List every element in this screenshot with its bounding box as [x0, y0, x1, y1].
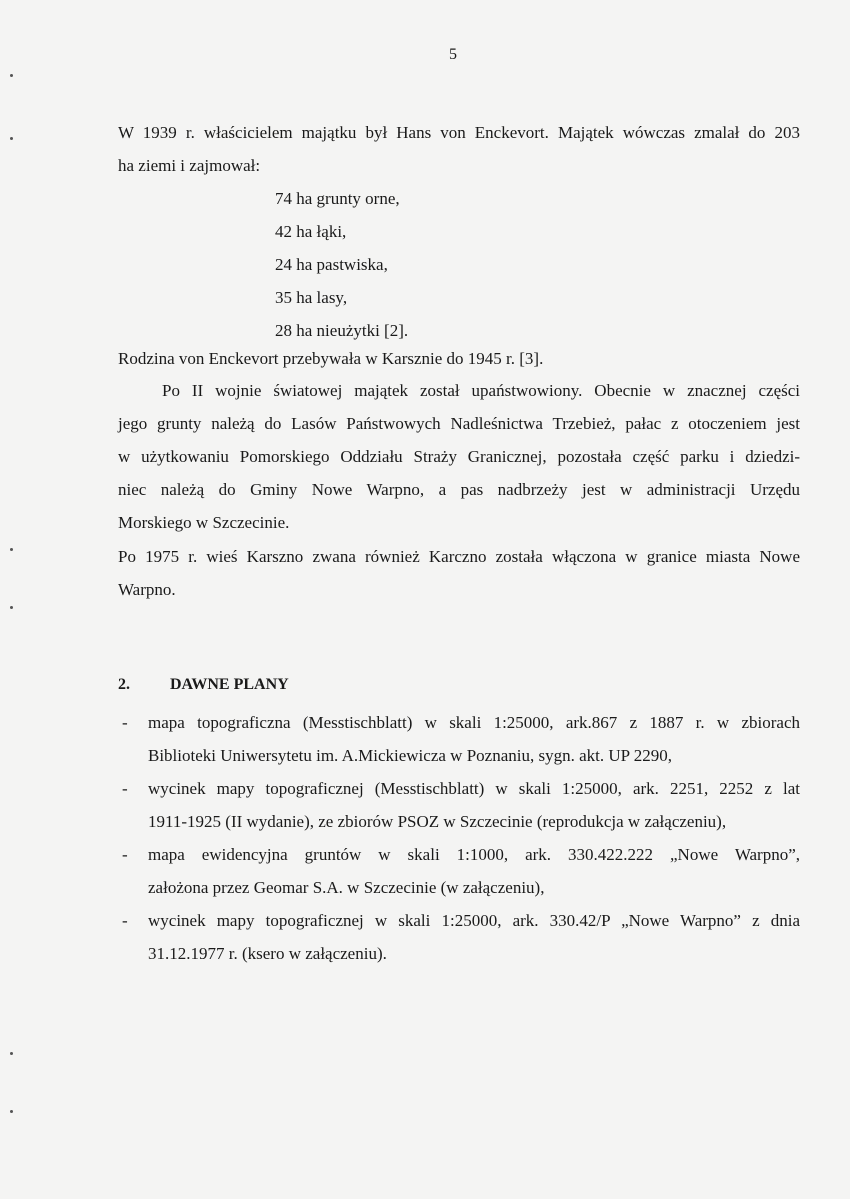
paragraph-line: Morskiego w Szczecinie. — [118, 513, 290, 532]
list-item — [118, 838, 800, 904]
paragraph-line: jego grunty należą do Lasów Państwowych Nadleśnictwa Trzebież, pałac z otoczeniem jest — [118, 414, 800, 433]
list-item-line: wycinek mapy topograficznej (Messtischblatt) w skali 1:25000, ark. 2251, 2252 z lat — [148, 779, 800, 798]
land-use-item: 74 ha grunty orne, — [275, 189, 400, 208]
section-number: 2. — [118, 676, 130, 693]
list-item-line: mapa topograficzna (Messtischblatt) w skali 1:25000, ark.867 z 1887 r. w zbiorach — [148, 713, 800, 732]
list-item — [118, 904, 800, 970]
paragraph-line: ha ziemi i zajmował: — [118, 156, 261, 175]
paragraph-ownership — [118, 116, 800, 182]
paragraph-line: Rodzina von Enckevort przebywała w Karsznie do 1945 r. [3]. — [118, 349, 544, 368]
scan-speck — [10, 606, 13, 609]
paragraph-line: Warpno. — [118, 580, 176, 599]
list-item-line: wycinek mapy topograficznej w skali 1:25000, ark. 330.42/P „Nowe Warpno” z dnia — [148, 911, 800, 930]
scan-speck — [10, 1110, 13, 1113]
paragraph-line: Po II wojnie światowej majątek został upaństwowiony. Obecnie w znacznej części — [162, 381, 800, 400]
paragraph-boundaries — [118, 540, 800, 606]
scan-speck — [10, 137, 13, 140]
land-use-item: 28 ha nieużytki [2]. — [275, 321, 409, 340]
land-use-list — [275, 182, 408, 347]
list-dash: - — [122, 911, 128, 930]
list-dash: - — [122, 713, 128, 732]
list-item-line: Biblioteki Uniwersytetu im. A.Mickiewicza w Poznaniu, sygn. akt. UP 2290, — [148, 746, 672, 765]
land-use-item: 24 ha pastwiska, — [275, 255, 388, 274]
list-dash: - — [122, 845, 128, 864]
paragraph-line: Po 1975 r. wieś Karszno zwana również Karczno została włączona w granice miasta Nowe — [118, 547, 800, 566]
paragraph-postwar — [118, 374, 800, 539]
list-item-line: mapa ewidencyjna gruntów w skali 1:1000, ark. 330.422.222 „Nowe Warpno”, — [148, 845, 800, 864]
section-heading — [118, 676, 289, 694]
paragraph-line: niec należą do Gminy Nowe Warpno, a pas nadbrzeży jest w administracji Urzędu — [118, 480, 800, 499]
paragraph-family — [118, 342, 800, 375]
list-item-line: założona przez Geomar S.A. w Szczecinie (w załączeniu), — [148, 878, 545, 897]
land-use-item: 42 ha łąki, — [275, 222, 347, 241]
paragraph-line: W 1939 r. właścicielem majątku był Hans von Enckevort. Majątek wówczas zmalał do 203 — [118, 123, 800, 142]
scan-speck — [10, 1052, 13, 1055]
paragraph-line: w użytkowaniu Pomorskiego Oddziału Straży Granicznej, pozostała część parku i dziedzi- — [118, 447, 800, 466]
scan-speck — [10, 548, 13, 551]
section-title: DAWNE PLANY — [170, 676, 289, 693]
list-item — [118, 706, 800, 772]
scan-speck — [10, 74, 13, 77]
page-number: 5 — [449, 46, 457, 63]
list-item-line: 1911-1925 (II wydanie), ze zbiorów PSOZ w Szczecinie (reprodukcja w załączeniu), — [148, 812, 727, 831]
list-item-line: 31.12.1977 r. (ksero w załączeniu). — [148, 944, 387, 963]
land-use-item: 35 ha lasy, — [275, 288, 348, 307]
list-dash: - — [122, 779, 128, 798]
plans-list — [118, 706, 800, 970]
list-item — [118, 772, 800, 838]
